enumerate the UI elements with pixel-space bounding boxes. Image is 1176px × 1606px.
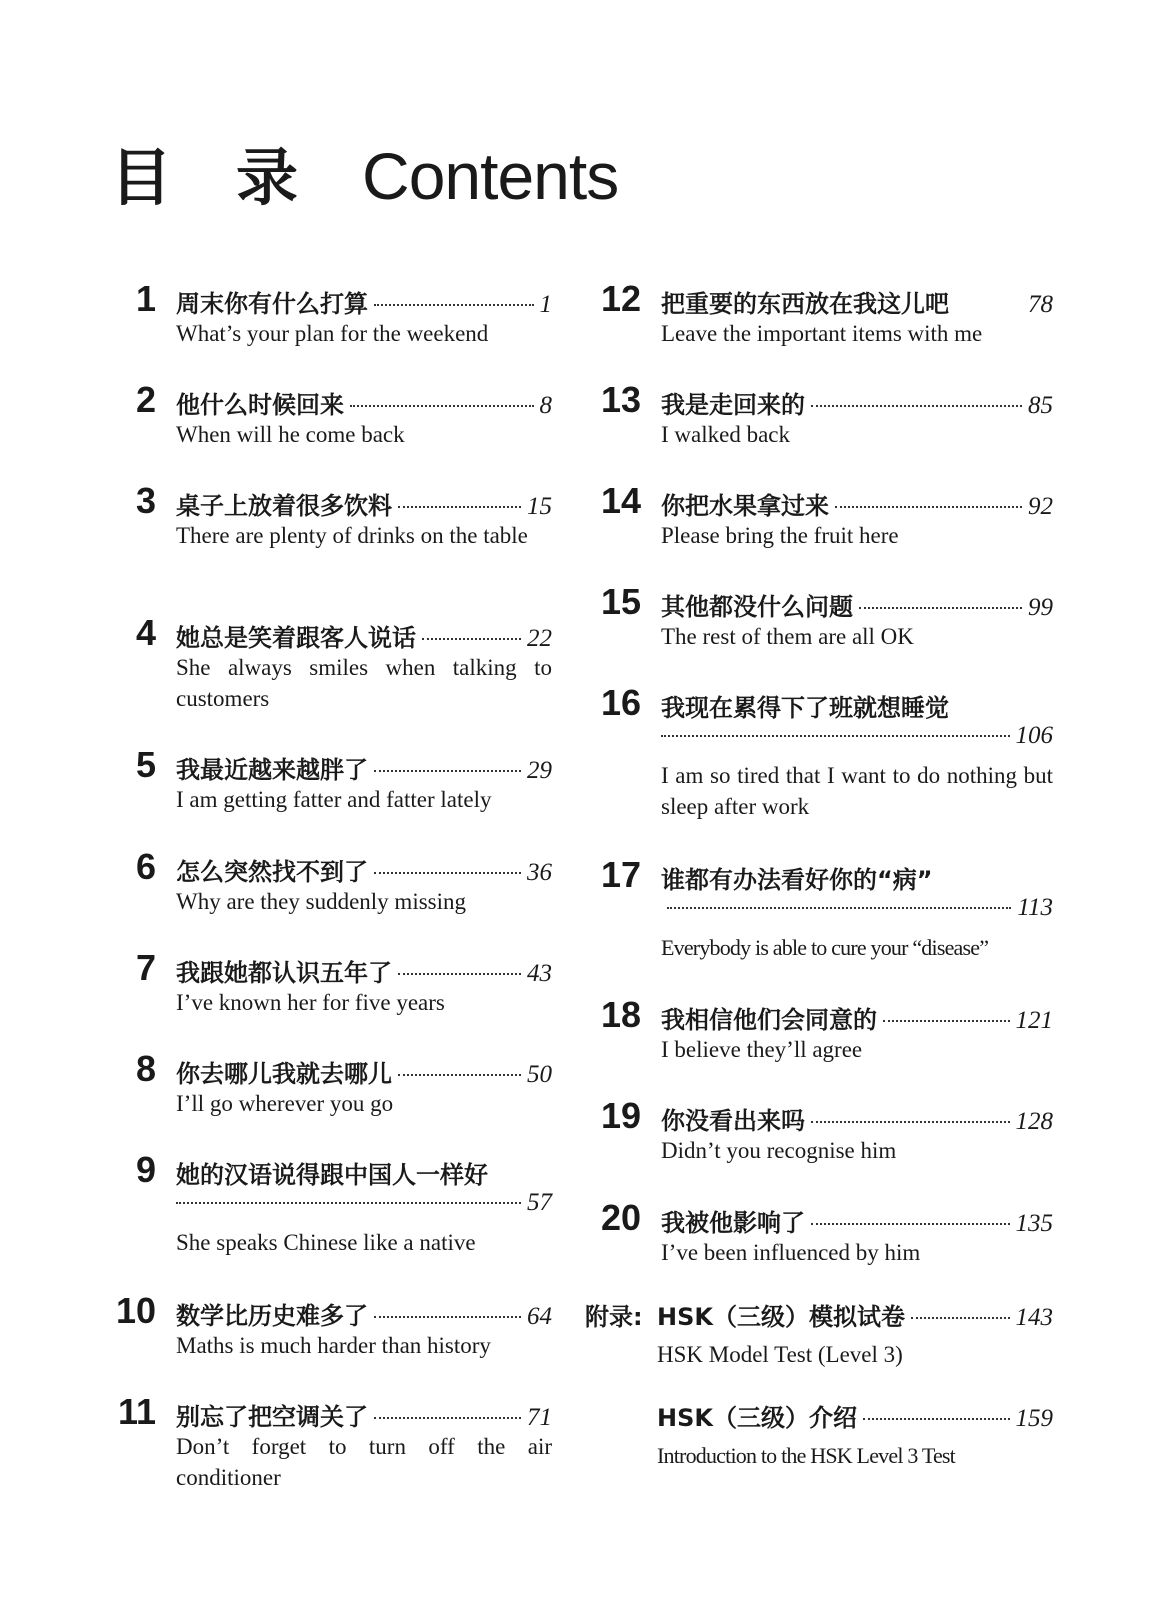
page-number: 92 [1028, 493, 1053, 520]
lesson-title-zh: 周末你有什么打算 [176, 290, 368, 318]
lesson-title-en: I’ve known her for five years [176, 990, 445, 1015]
page-number: 29 [527, 757, 552, 784]
page-number: 113 [1017, 894, 1053, 921]
dot-leader [883, 1020, 1010, 1022]
lesson-title-en: When will he come back [176, 422, 405, 447]
page-number: 15 [527, 493, 552, 520]
title-en: Contents [362, 139, 619, 213]
dot-leader [350, 405, 534, 407]
lesson-number: 13 [600, 379, 641, 420]
lesson-number: 6 [135, 846, 156, 887]
page-number: 128 [1015, 1108, 1053, 1135]
lesson-title-zh: 我跟她都认识五年了 [176, 959, 392, 987]
lesson-title-zh: 你把水果拿过来 [661, 492, 829, 520]
dot-leader [374, 304, 534, 306]
dot-leader [863, 1418, 1010, 1420]
lesson-title-en: What’s your plan for the weekend [176, 321, 489, 346]
page-number: 57 [527, 1189, 552, 1216]
page-number: 8 [539, 392, 552, 419]
dot-leader [398, 973, 521, 975]
lesson-number: 19 [600, 1095, 641, 1136]
lesson-title-en: There are plenty of drinks on the table [176, 523, 528, 548]
lesson-number: 10 [115, 1290, 156, 1331]
lesson-title-en: Didn’t you recognise him [661, 1138, 897, 1163]
page-number: 36 [527, 859, 552, 886]
page-number: 64 [527, 1303, 552, 1330]
lesson-number: 11 [117, 1391, 156, 1432]
page-number: 121 [1015, 1007, 1053, 1034]
lesson-number: 4 [135, 612, 156, 653]
lesson-title-zh: 她总是笑着跟客人说话 [176, 624, 416, 652]
dot-leader [422, 638, 521, 640]
lesson-number: 15 [600, 581, 641, 622]
dot-leader [811, 405, 1022, 407]
lesson-number: 1 [135, 278, 156, 319]
page-number: 50 [527, 1061, 552, 1088]
lesson-title-zh: 我被他影响了 [661, 1209, 805, 1237]
lesson-title-zh: 把重要的东西放在我这儿吧 [661, 290, 949, 318]
page-number: 99 [1028, 594, 1053, 621]
lesson-title-en: I walked back [661, 422, 790, 447]
page-number: 106 [1015, 722, 1053, 749]
lesson-title-zh: 谁都有办法看好你的“病” [661, 866, 933, 894]
lesson-title-zh: 她的汉语说得跟中国人一样好 [176, 1161, 488, 1189]
lesson-title-zh: 其他都没什么问题 [661, 593, 853, 621]
dot-leader [859, 607, 1022, 609]
lesson-title-zh: 我现在累得下了班就想睡觉 [661, 694, 949, 722]
lesson-title-en: Maths is much harder than history [176, 1333, 491, 1358]
page-number: 43 [527, 960, 552, 987]
page-number: 71 [527, 1404, 552, 1431]
page-number: 22 [527, 625, 552, 652]
dot-leader [374, 872, 521, 874]
lesson-number: 8 [135, 1048, 156, 1089]
lesson-title-zh: 他什么时候回来 [176, 391, 344, 419]
lesson-title-en: Don’t forget to turn off the air conditioner [176, 1434, 552, 1490]
lesson-number: 17 [600, 854, 641, 895]
lesson-title-zh: 桌子上放着很多饮料 [176, 492, 392, 520]
lesson-title-en: I am so tired that I want to do nothing but sleep after work [661, 763, 1053, 819]
dot-leader [176, 1202, 521, 1204]
page-number: 135 [1015, 1210, 1053, 1237]
lesson-title-en: I believe they’ll agree [661, 1037, 863, 1062]
page-number: 85 [1028, 392, 1053, 419]
lesson-number: 2 [135, 379, 156, 420]
dot-leader [911, 1317, 1010, 1319]
lesson-title-zh: 我相信他们会同意的 [661, 1006, 877, 1034]
dot-leader [398, 506, 521, 508]
dot-leader [374, 1417, 521, 1419]
page-number: 159 [1015, 1405, 1053, 1432]
lesson-title-zh: 你没看出来吗 [661, 1107, 805, 1135]
dot-leader [374, 770, 521, 772]
lesson-number: 20 [600, 1197, 641, 1238]
lesson-title-en: Why are they suddenly missing [176, 889, 467, 914]
appendix-title-zh: HSK（三级）模拟试卷 [657, 1303, 905, 1331]
dot-leader [374, 1316, 521, 1318]
page-number: 143 [1015, 1304, 1053, 1331]
dot-leader [667, 907, 1011, 909]
appendix-label: 附录: [585, 1303, 643, 1331]
lesson-title-en: Leave the important items with me [661, 321, 983, 346]
lesson-title-zh: 我最近越来越胖了 [176, 756, 368, 784]
lesson-title-en: I’ve been influenced by him [661, 1240, 921, 1265]
lesson-title-zh: 我是走回来的 [661, 391, 805, 419]
dot-leader [398, 1074, 521, 1076]
lesson-title-en: She speaks Chinese like a native [176, 1230, 476, 1255]
title-zh-1: 目 [110, 141, 173, 214]
dot-leader [835, 506, 1022, 508]
lesson-title-zh: 你去哪儿我就去哪儿 [176, 1060, 392, 1088]
lesson-title-zh: 别忘了把空调关了 [176, 1403, 368, 1431]
page-number: 1 [539, 291, 552, 318]
lesson-number: 9 [135, 1149, 156, 1190]
lesson-number: 3 [135, 480, 156, 521]
lesson-title-en: Everybody is able to cure your “disease” [661, 935, 989, 960]
lesson-number: 18 [600, 994, 641, 1035]
lesson-number: 16 [600, 682, 641, 723]
page-title [110, 128, 618, 217]
title-zh-2: 录 [236, 141, 299, 214]
appendix-title-en: Introduction to the HSK Level 3 Test [657, 1443, 955, 1468]
lesson-title-zh: 怎么突然找不到了 [176, 858, 368, 886]
lesson-title-en: Please bring the fruit here [661, 523, 899, 548]
dot-leader [811, 1121, 1010, 1123]
lesson-title-en: The rest of them are all OK [661, 624, 914, 649]
lesson-title-en: She always smiles when talking to customers [176, 655, 552, 711]
lesson-title-zh: 数学比历史难多了 [176, 1302, 368, 1330]
lesson-number: 14 [600, 480, 641, 521]
page-number: 78 [1028, 291, 1053, 318]
appendix-title-zh: HSK（三级）介绍 [657, 1404, 857, 1432]
dot-leader [811, 1223, 1010, 1225]
dot-leader [661, 735, 1010, 737]
lesson-title-en: I’ll go wherever you go [176, 1091, 394, 1116]
lesson-title-en: I am getting fatter and fatter lately [176, 787, 492, 812]
lesson-number: 5 [135, 744, 156, 785]
lesson-number: 7 [135, 947, 156, 988]
lesson-number: 12 [600, 278, 641, 319]
appendix-title-en: HSK Model Test (Level 3) [657, 1342, 903, 1367]
